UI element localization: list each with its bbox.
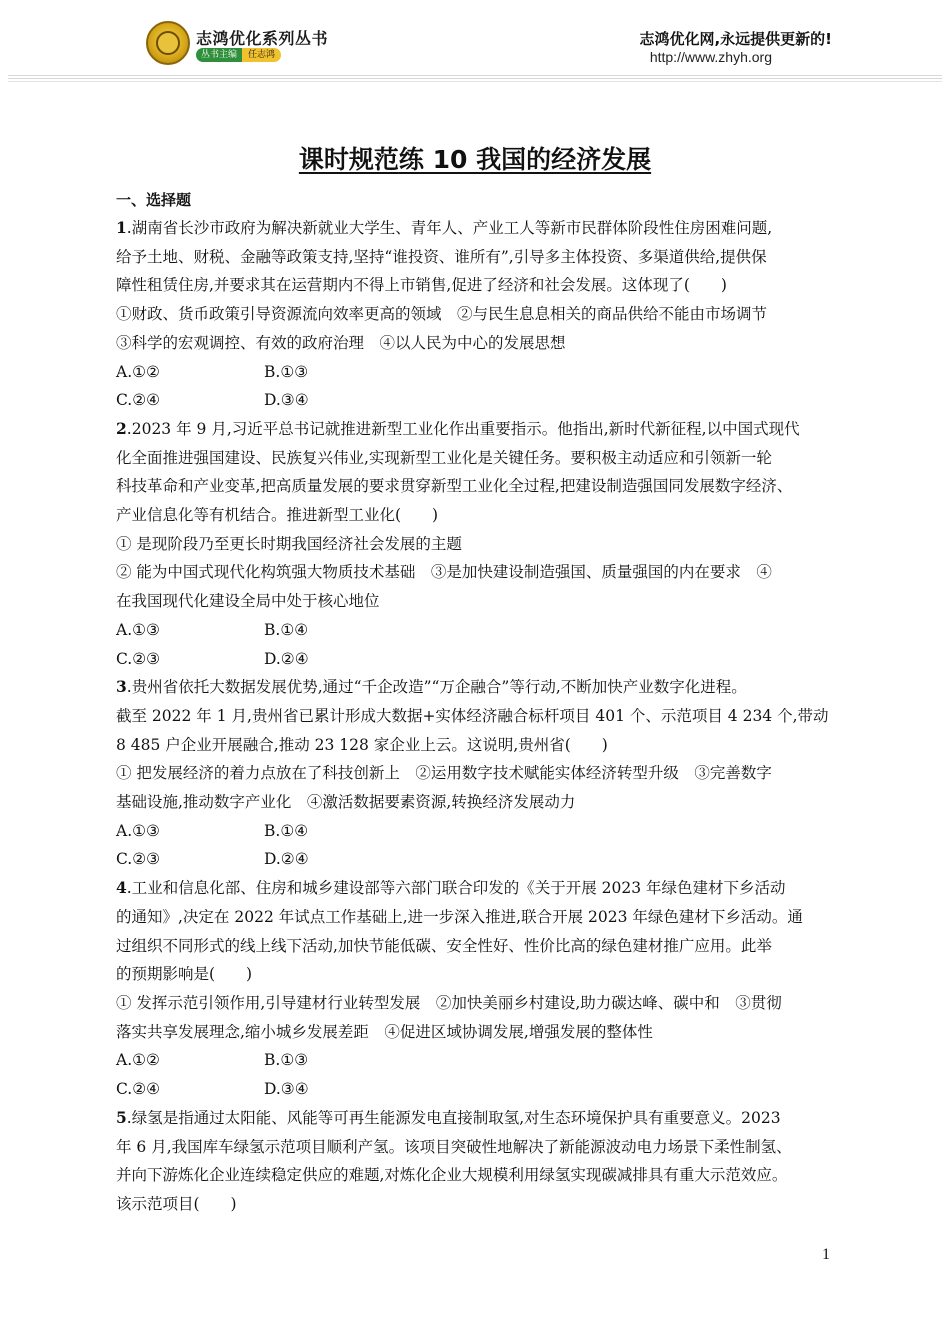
options-row — [116, 358, 840, 387]
header-url[interactable]: http://www.zhyh.org — [649, 49, 772, 65]
question-2 — [116, 415, 840, 673]
header-divider — [8, 75, 942, 82]
question-line: 8 485 户企业开展融合,推动 23 128 家企业上云。这说明,贵州省( ) — [116, 735, 608, 754]
option-c[interactable]: C.②③ — [116, 649, 161, 668]
option-d[interactable]: D.③④ — [264, 391, 309, 410]
question-line: 并向下游炼化企业连续稳定供应的难题,对炼化企业大规模利用绿氢实现碳减排具有重大示范效应。 — [116, 1166, 788, 1185]
option-b[interactable]: B.①④ — [264, 620, 309, 639]
section-heading: 一、选择题 — [116, 191, 192, 209]
question-5 — [116, 1104, 840, 1219]
option-a[interactable]: A.①③ — [116, 620, 160, 639]
editor-badge — [196, 48, 281, 62]
question-number: 3 — [116, 677, 127, 697]
option-a[interactable]: A.①② — [116, 362, 160, 381]
options-row — [116, 845, 840, 874]
question-number: 2 — [116, 418, 127, 438]
statement-line: 在我国现代化建设全局中处于核心地位 — [116, 592, 380, 611]
option-c[interactable]: C.②④ — [116, 1080, 161, 1099]
statement-line: ② 能为中国式现代化构筑强大物质技术基础 ③是加快建设制造强国、质量强国的内在要求 ④ — [116, 563, 772, 582]
question-line: 科技革命和产业变革,把高质量发展的要求贯穿新型工业化全过程,把建设制造强国同发展数字经济、 — [116, 477, 793, 496]
question-line: 的通知》,决定在 2022 年试点工作基础上,进一步深入推进,联合开展 2023 年绿色建材下乡活动。通 — [116, 907, 803, 926]
question-line: 的预期影响是( ) — [116, 965, 253, 984]
option-b[interactable]: B.①④ — [264, 821, 309, 840]
question-3 — [116, 673, 840, 874]
statement-line: ① 是现阶段乃至更长时期我国经济社会发展的主题 — [116, 534, 462, 553]
options-row — [116, 386, 840, 415]
question-line: 给予土地、财税、金融等政策支持,坚持“谁投资、谁所有”,引导多主体投资、多渠道供给,提供保 — [116, 247, 767, 266]
option-c[interactable]: C.②④ — [116, 391, 161, 410]
question-line: 1.湖南省长沙市政府为解决新就业大学生、青年人、产业工人等新市民群体阶段性住房困难问题, — [116, 218, 773, 237]
question-1 — [116, 214, 840, 415]
question-line: 5.绿氢是指通过太阳能、风能等可再生能源发电直接制取氢,对生态环境保护具有重要意义。2023 — [116, 1107, 781, 1127]
title-part1: 课时规范 — [298, 145, 399, 174]
statement-line: 基础设施,推动数字产业化 ④激活数据要素资源,转换经济发展动力 — [116, 793, 576, 812]
question-number: 5 — [116, 1107, 127, 1127]
option-b[interactable]: B.①③ — [264, 362, 309, 381]
options-row — [116, 1046, 840, 1075]
question-number: 4 — [116, 878, 127, 898]
statement-line: ① 发挥示范引领作用,引导建材行业转型发展 ②加快美丽乡村建设,助力碳达峰、碳中和 ③贯彻 — [116, 993, 782, 1012]
option-b[interactable]: B.①③ — [264, 1051, 309, 1070]
statement-line: 落实共享发展理念,缩小城乡发展差距 ④促进区域协调发展,增强发展的整体性 — [116, 1022, 653, 1041]
question-line: 4.工业和信息化部、住房和城乡建设部等六部门联合印发的《关于开展 2023 年绿色建材下乡活动 — [116, 878, 786, 898]
question-line: 产业信息化等有机结合。推进新型工业化( ) — [116, 506, 439, 525]
options-row — [116, 616, 840, 645]
statement-line: ①财政、货币政策引导资源流向效率更高的领域 ②与民生息息相关的商品供给不能由市场调节 — [116, 305, 768, 324]
title-part2: 练 10 我国的经济发展 — [398, 145, 652, 174]
editor-name: 任志鸿 — [242, 48, 281, 62]
question-line: 年 6 月,我国库车绿氢示范项目顺利产氢。该项目突破性地解决了新能源波动电力场景下柔性制氢、 — [116, 1137, 792, 1156]
page-number: 1 — [822, 1246, 830, 1263]
question-line: 3.贵州省依托大数据发展优势,通过“千企改造”“万企融合”等行动,不断加快产业数字化进程。 — [116, 677, 747, 697]
options-row — [116, 645, 840, 674]
question-line: 障性租赁住房,并要求其在运营期内不得上市销售,促进了经济和社会发展。这体现了( ) — [116, 276, 727, 295]
option-d[interactable]: D.②④ — [264, 649, 309, 668]
option-a[interactable]: A.①② — [116, 1051, 160, 1070]
question-line: 过组织不同形式的线上线下活动,加快节能低碳、安全性好、性价比高的绿色建材推广应用。此举 — [116, 936, 772, 955]
option-c[interactable]: C.②③ — [116, 850, 161, 869]
statement-line: ① 把发展经济的着力点放在了科技创新上 ②运用数字技术赋能实体经济转型升级 ③完善数字 — [116, 764, 772, 783]
editor-role: 丛书主编 — [196, 48, 242, 62]
option-a[interactable]: A.①③ — [116, 821, 160, 840]
question-4 — [116, 874, 840, 1104]
question-line: 截至 2022 年 1 月,贵州省已累计形成大数据+实体经济融合标杆项目 401 个、示范项目 4 234 个,带动 — [116, 706, 829, 725]
question-number: 1 — [116, 218, 127, 237]
question-line: 2.2023 年 9 月,习近平总书记就推进新型工业化作出重要指示。他指出,新时代新征程,以中国式现代 — [116, 418, 800, 438]
header-slogan: 志鸿优化网,永远提供更新的! — [639, 30, 832, 48]
seal-emblem-icon — [146, 21, 190, 65]
statement-line: ③科学的宏观调控、有效的政府治理 ④以人民为中心的发展思想 — [116, 333, 566, 352]
question-list — [116, 186, 840, 1219]
option-d[interactable]: D.②④ — [264, 850, 309, 869]
question-line: 该示范项目( ) — [116, 1194, 237, 1213]
page-header — [0, 0, 950, 90]
option-d[interactable]: D.③④ — [264, 1080, 309, 1099]
page-title — [0, 140, 950, 176]
options-row — [116, 1075, 840, 1104]
series-title: 志鸿优化系列丛书 — [196, 29, 329, 48]
question-line: 化全面推进强国建设、民族复兴伟业,实现新型工业化是关键任务。要积极主动适应和引领新一轮 — [116, 448, 772, 467]
options-row — [116, 817, 840, 846]
